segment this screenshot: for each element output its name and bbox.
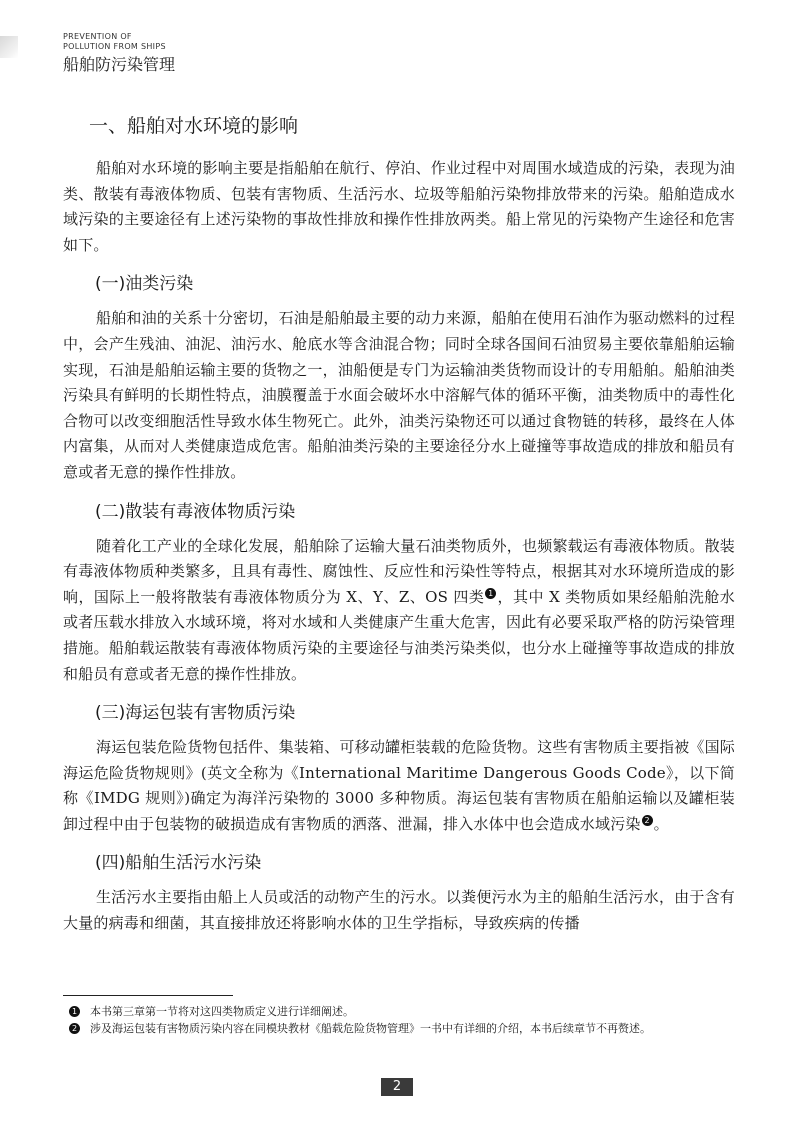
subsection-heading-sewage: (四)船舶生活污水污染 bbox=[95, 853, 262, 874]
page-body bbox=[63, 112, 735, 937]
paragraph-noxious-liquid-part-a: 随着化工产业的全球化发展，船舶除了运输大量石油类物质外，也频繁载运有毒液体物质。散装有毒液体物质种类繁多，且具有毒性、腐蚀性、反应性和污染性等特点，根据其对水环境所造成的影响，国际上一般将散装有毒液体物质分为 X、Y、Z、OS 四类 bbox=[63, 536, 735, 606]
running-header bbox=[63, 32, 175, 76]
paragraph-packaged-harmful-part-a: 海运包装危险货物包括件、集装箱、可移动罐柜装载的危险货物。这些有害物质主要指被《国际海运危险货物规则》(英文全称为《International Maritime Dangerous Goods Code》，以下简称《IMDG 规则》)确定为海洋污染物的 3000 多种物质。海运包装有害物质在船舶运输以及罐柜装卸过程中由于包装物的破损造成有害物质的洒落、泄漏，排入水体中也会造成水域污染 bbox=[63, 738, 735, 833]
page-number: 2 bbox=[381, 1078, 413, 1096]
header-english-line-2: POLLUTION FROM SHIPS bbox=[63, 42, 166, 51]
footnote-divider bbox=[63, 995, 233, 996]
footnote-ref-2[interactable]: 2 bbox=[642, 815, 653, 826]
corner-decoration bbox=[0, 36, 18, 58]
subsection-heading-noxious-liquid: (二)散装有毒液体物质污染 bbox=[95, 501, 296, 522]
footnote-text: 涉及海运包装有害物质污染内容在同模块教材《船载危险货物管理》一书中有详细的介绍，本书后续章节不再赘述。 bbox=[90, 1022, 651, 1035]
paragraph-packaged-harmful bbox=[63, 735, 735, 837]
footnote-ref-1[interactable]: 1 bbox=[485, 588, 496, 599]
footnote-text: 本书第三章第一节将对这四类物质定义进行详细阐述。 bbox=[90, 1005, 354, 1018]
footnote-number: 1 bbox=[69, 1006, 80, 1017]
paragraph-noxious-liquid bbox=[63, 534, 735, 688]
section-intro-paragraph: 船舶对水环境的影响主要是指船舶在航行、停泊、作业过程中对周围水域造成的污染，表现为油类、散装有毒液体物质、包装有害物质、生活污水、垃圾等船舶污染物排放带来的污染。船舶造成水域污染的主要途径有上述污染物的事故性排放和操作性排放两类。船上常见的污染物产生途径和危害如下。 bbox=[63, 159, 735, 254]
footnote-item bbox=[63, 1020, 735, 1037]
paragraph-packaged-harmful-part-b: 。 bbox=[653, 814, 669, 833]
header-book-title: 船舶防污染管理 bbox=[63, 55, 176, 74]
footnote-number: 2 bbox=[69, 1023, 80, 1034]
subsection-heading-oil: (一)油类污染 bbox=[95, 274, 194, 295]
subsection-heading-packaged-harmful: (三)海运包装有害物质污染 bbox=[95, 703, 296, 724]
paragraph-sewage: 生活污水主要指由船上人员或活的动物产生的污水。以粪便污水为主的船舶生活污水，由于含有大量的病毒和细菌，其直接排放还将影响水体的卫生学指标，导致疾病的传播 bbox=[63, 888, 735, 933]
paragraph-noxious-liquid-part-b: ，其中 X 类物质如果经船舶洗舱水或者压载水排放入水域环境，将对水域和人类健康产生重大危害，因此有必要采取严格的防污染管理措施。船舶载运散装有毒液体物质污染的主要途径与油类污染类似，也分水上碰撞等事故造成的排放和船员有意或者无意的操作性排放。 bbox=[63, 587, 735, 683]
footnotes bbox=[63, 1003, 735, 1037]
paragraph-oil: 船舶和油的关系十分密切，石油是船舶最主要的动力来源，船舶在使用石油作为驱动燃料的过程中，会产生残油、油泥、油污水、舱底水等含油混合物；同时全球各国间石油贸易主要依靠船舶运输实现，石油是船舶运输主要的货物之一，油船便是专门为运输油类货物而设计的专用船舶。船舶油类污染具有鲜明的长期性特点，油膜覆盖于水面会破坏水中溶解气体的循环平衡，油类物质中的毒性化合物可以改变细胞活性导致水体生物死亡。此外，油类污染物还可以通过食物链的转移，最终在人体内富集，从而对人类健康造成危害。船舶油类污染的主要途径分水上碰撞等事故造成的排放和船员有意或者无意的操作性排放。 bbox=[63, 309, 735, 481]
header-english-line-1: PREVENTION OF bbox=[63, 32, 132, 41]
section-heading: 一、船舶对水环境的影响 bbox=[89, 115, 299, 137]
footnote-item bbox=[63, 1003, 735, 1020]
